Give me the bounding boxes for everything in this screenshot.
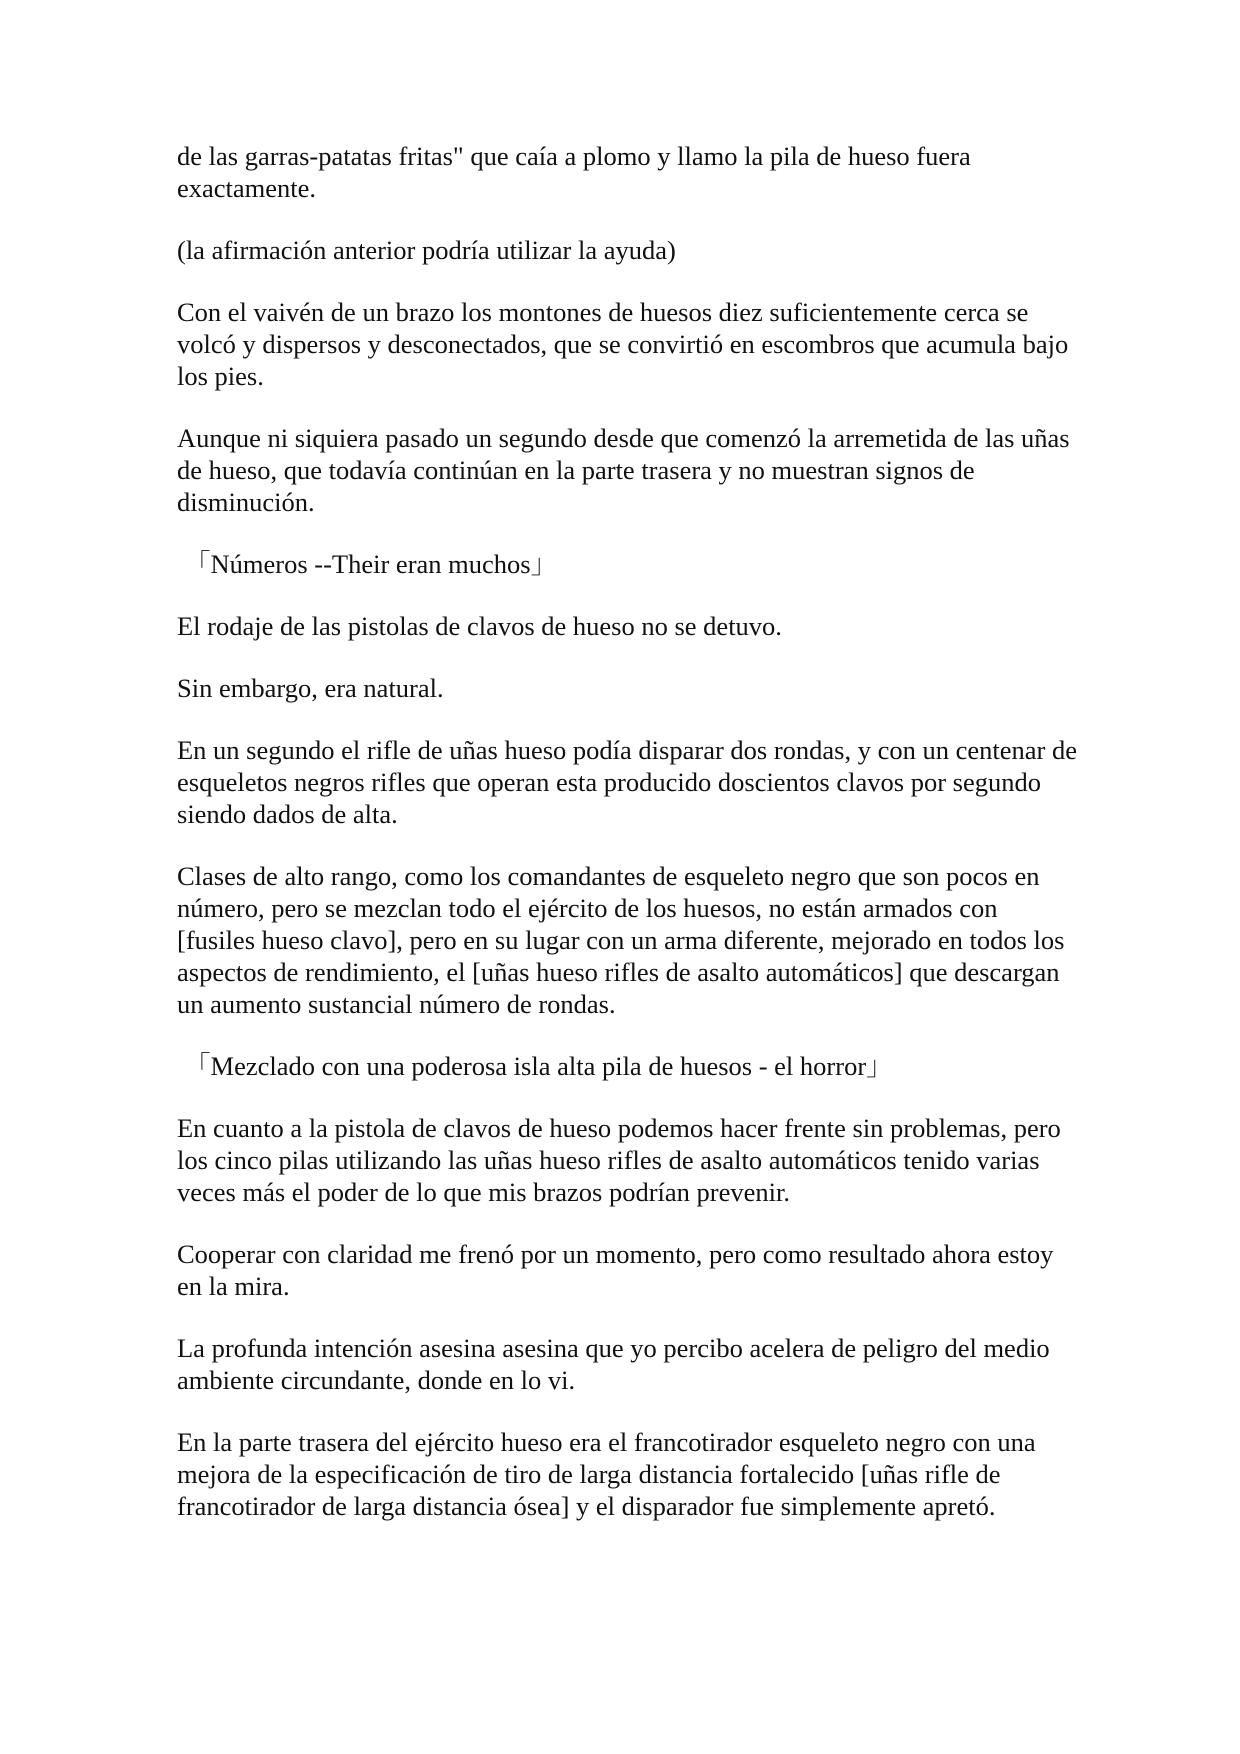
- paragraph: En la parte trasera del ejército hueso era el francotirador esqueleto negro con una mejora de la especificación de tiro de larga distancia fortalecido [uñas rifle de francotirador de larga distancia ósea] y el disparador fue simplemente apretó.: [177, 1427, 1036, 1521]
- paragraph: La profunda intención asesina asesina que yo percibo acelera de peligro del medio ambiente circundante, donde en lo vi.: [177, 1333, 1050, 1395]
- paragraph: Aunque ni siquiera pasado un segundo desde que comenzó la arremetida de las uñas de hueso, que todavía continúan en la parte trasera y no muestran signos de disminución.: [177, 423, 1070, 517]
- paragraph: Con el vaivén de un brazo los montones de huesos diez suficientemente cerca se volcó y dispersos y desconectados, que se convirtió en escombros que acumula bajo los pies.: [177, 297, 1069, 391]
- paragraph: Clases de alto rango, como los comandantes de esqueleto negro que son pocos en número, pero se mezclan todo el ejército de los huesos, no están armados con [fusiles hueso clavo], pero en su lugar con un arma diferente, mejorado en todos los aspectos de rendimiento, el [uñas hueso rifles de asalto automáticos] que descargan un aumento sustancial número de rondas.: [177, 861, 1065, 1019]
- paragraph: En cuanto a la pistola de clavos de hueso podemos hacer frente sin problemas, pero los cinco pilas utilizando las uñas hueso rifles de asalto automáticos tenido varias veces más el poder de lo que mis brazos podrían prevenir.: [177, 1113, 1061, 1207]
- dialogue-line: 「Mezclado con una poderosa isla alta pila de huesos - el horror」: [184, 1051, 893, 1081]
- paragraph: de las garras-patatas fritas" que caía a plomo y llamo la pila de hueso fuera exactamente.: [177, 141, 971, 203]
- paragraph: (la afirmación anterior podría utilizar la ayuda): [177, 235, 676, 265]
- paragraph: En un segundo el rifle de uñas hueso podía disparar dos rondas, y con un centenar de esqueletos negros rifles que operan esta producido doscientos clavos por segundo siendo dados de alta.: [177, 735, 1078, 829]
- paragraph: Sin embargo, era natural.: [177, 673, 444, 703]
- paragraph: El rodaje de las pistolas de clavos de hueso no se detuvo.: [177, 611, 782, 641]
- dialogue-line: 「Números --Their eran muchos」: [184, 549, 558, 579]
- body-text: [177, 140, 1082, 1552]
- paragraph: Cooperar con claridad me frenó por un momento, pero como resultado ahora estoy en la mira.: [177, 1239, 1054, 1301]
